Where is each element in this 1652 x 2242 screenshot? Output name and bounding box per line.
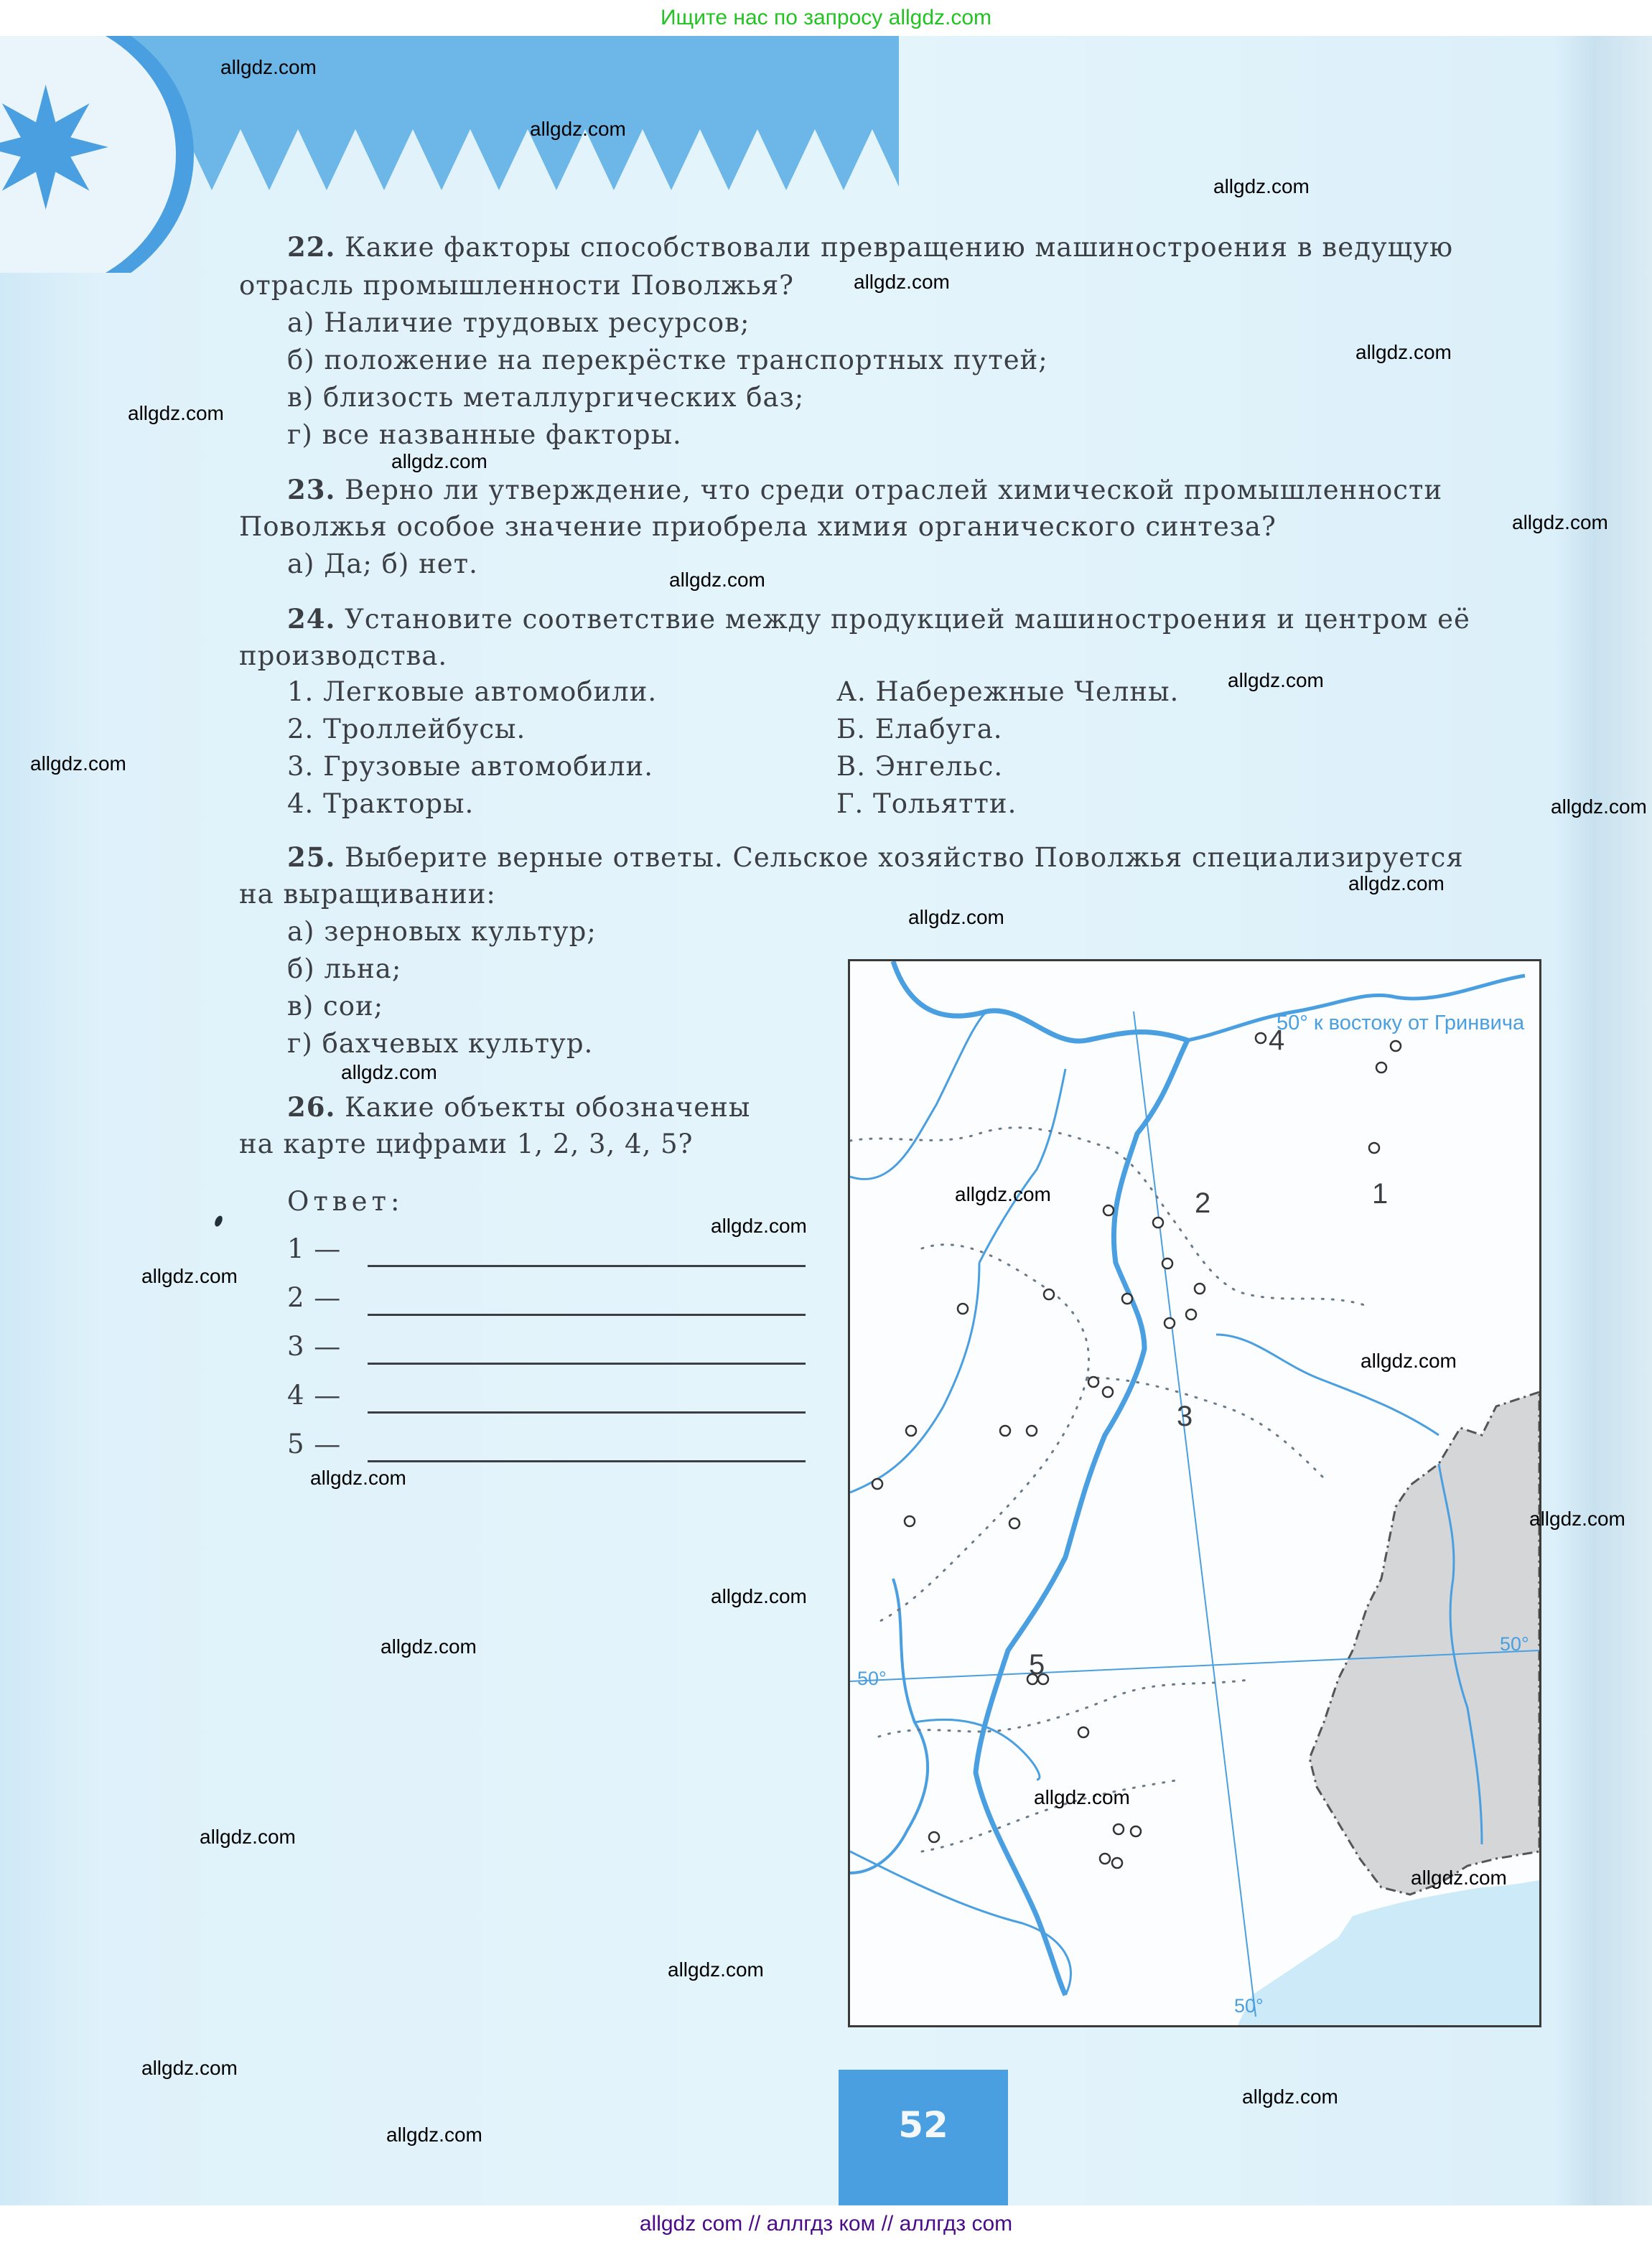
answer-1-input[interactable] [368,1265,806,1267]
top-banner [0,0,1652,36]
q25-option-b: б) льна; [287,953,402,984]
watermark-text: allgdz.com [341,1061,437,1083]
q24-text-cont: производства. [239,640,448,671]
q24-center-a: А. Набережные Челны. [836,676,1180,707]
q25-line1 [287,841,1464,873]
watermark-text: allgdz.com [141,1265,238,1287]
watermark-text: allgdz.com [220,56,317,78]
q22-line1 [287,231,1453,263]
q24-product-1: 1. Легковые автомобили. [287,676,658,707]
q26-number: 26. [287,1091,336,1123]
q25-option-v: в) сои; [287,991,384,1022]
map-label-2: 2 [1195,1187,1211,1219]
q24-product-3: 3. Грузовые автомобили. [287,751,653,782]
answer-2-label: 2 — [287,1282,342,1313]
q26-text: Какие объекты обозначены [345,1092,751,1123]
answer-label: Ответ: [287,1186,404,1217]
q22-option-g: г) все названные факторы. [287,419,682,450]
watermark-text: allgdz.com [711,1585,807,1607]
q25-number: 25. [287,841,336,873]
watermark-text: allgdz.com [386,2124,482,2146]
map-label-3: 3 [1177,1401,1193,1432]
star-emblem-icon [0,36,201,273]
q25-option-g: г) бахчевых культур. [287,1028,594,1059]
watermark-text: allgdz.com [1529,1508,1625,1530]
watermark-text: allgdz.com [1228,669,1324,691]
q22-option-v: в) близость металлургических баз; [287,382,805,413]
answer-1-label: 1 — [287,1233,342,1264]
q22-option-a: а) Наличие трудовых ресурсов; [287,307,750,338]
watermark-text: allgdz.com [668,1958,764,1981]
q22-text-cont: отрасль промышленности Поволжья? [239,270,794,301]
q23-line1 [287,474,1442,505]
q24-center-v: В. Энгельс. [836,751,1004,782]
meridian-label: 50° к востоку от Гринвича [1277,1012,1525,1034]
q26-line1 [287,1091,750,1123]
q24-text: Установите соответствие между продукцией машиностроения и центром её [345,604,1470,635]
page-number: 52 [898,2104,948,2146]
q24-center-b: Б. Елабуга. [836,714,1003,744]
watermark-text: allgdz.com [908,906,1004,928]
answer-2-input[interactable] [368,1314,806,1316]
q23-text: Верно ли утверждение, что среди отраслей химической промышленности [345,475,1443,505]
top-banner-text[interactable]: Ищите нас по запросу allgdz.com [660,6,992,29]
watermark-text: allgdz.com [1551,795,1647,818]
answer-3-input[interactable] [368,1363,806,1365]
parallel-label-right: 50° [1500,1633,1529,1655]
watermark-text: allgdz.com [1242,2085,1338,2108]
parallel-label-left: 50° [857,1668,887,1689]
map-label-1: 1 [1372,1178,1389,1210]
q23-number: 23. [287,474,336,505]
q24-product-4: 4. Тракторы. [287,788,475,819]
q24-product-2: 2. Троллейбусы. [287,714,526,744]
watermark-text: allgdz.com [391,450,487,472]
watermark-text: allgdz.com [141,2057,238,2079]
watermark-text: allgdz.com [854,271,950,293]
watermark-text: allgdz.com [1213,175,1310,197]
watermark-text: allgdz.com [1411,1867,1507,1889]
answer-5-input[interactable] [368,1460,806,1462]
q23-text-cont: Поволжья особое значение приобрела химия органического синтеза? [239,511,1277,542]
watermark-text: allgdz.com [711,1215,807,1237]
watermark-text: allgdz.com [1355,341,1452,363]
q25-option-a: а) зерновых культур; [287,916,597,947]
watermark-text: allgdz.com [1348,872,1445,895]
answer-5-label: 5 — [287,1429,342,1459]
watermark-text: allgdz.com [310,1467,406,1489]
watermark-text: allgdz.com [530,118,626,140]
meridian-label-bottom: 50° [1234,1995,1264,2017]
watermark-text: allgdz.com [128,402,224,424]
q24-line1 [287,603,1470,635]
watermark-text: allgdz.com [669,569,765,591]
map-label-4: 4 [1269,1024,1285,1056]
q24-center-g: Г. Тольятти. [836,788,1017,819]
q22-number: 22. [287,231,336,263]
answer-4-input[interactable] [368,1411,806,1414]
map-label-5: 5 [1029,1649,1045,1681]
watermark-text: allgdz.com [1512,511,1608,533]
watermark-text: allgdz.com [200,1826,296,1848]
map-graphics [850,961,1539,2025]
q26-text-cont: на карте цифрами 1, 2, 3, 4, 5? [239,1129,694,1159]
watermark-text: allgdz.com [381,1635,477,1658]
q22-text: Какие факторы способствовали превращению машиностроения в ведущую [345,232,1454,263]
footer-banner [0,2205,1652,2242]
watermark-text: allgdz.com [1034,1786,1130,1808]
answer-4-label: 4 — [287,1380,342,1411]
page-number-box [839,2070,1008,2205]
q25-text: Выберите верные ответы. Сельское хозяйство Поволжья специализируется [345,842,1464,873]
watermark-text: allgdz.com [30,752,126,775]
footer-text[interactable]: allgdz com // аллгдз ком // аллгдз com [639,2212,1013,2236]
answer-3-label: 3 — [287,1331,342,1362]
q24-number: 24. [287,603,336,635]
q23-options: а) Да; б) нет. [287,548,478,579]
watermark-text: allgdz.com [1361,1350,1457,1372]
watermark-text: allgdz.com [955,1183,1051,1205]
q25-text-cont: на выращивании: [239,879,496,910]
q22-option-b: б) положение на перекрёстке транспортных путей; [287,345,1048,375]
